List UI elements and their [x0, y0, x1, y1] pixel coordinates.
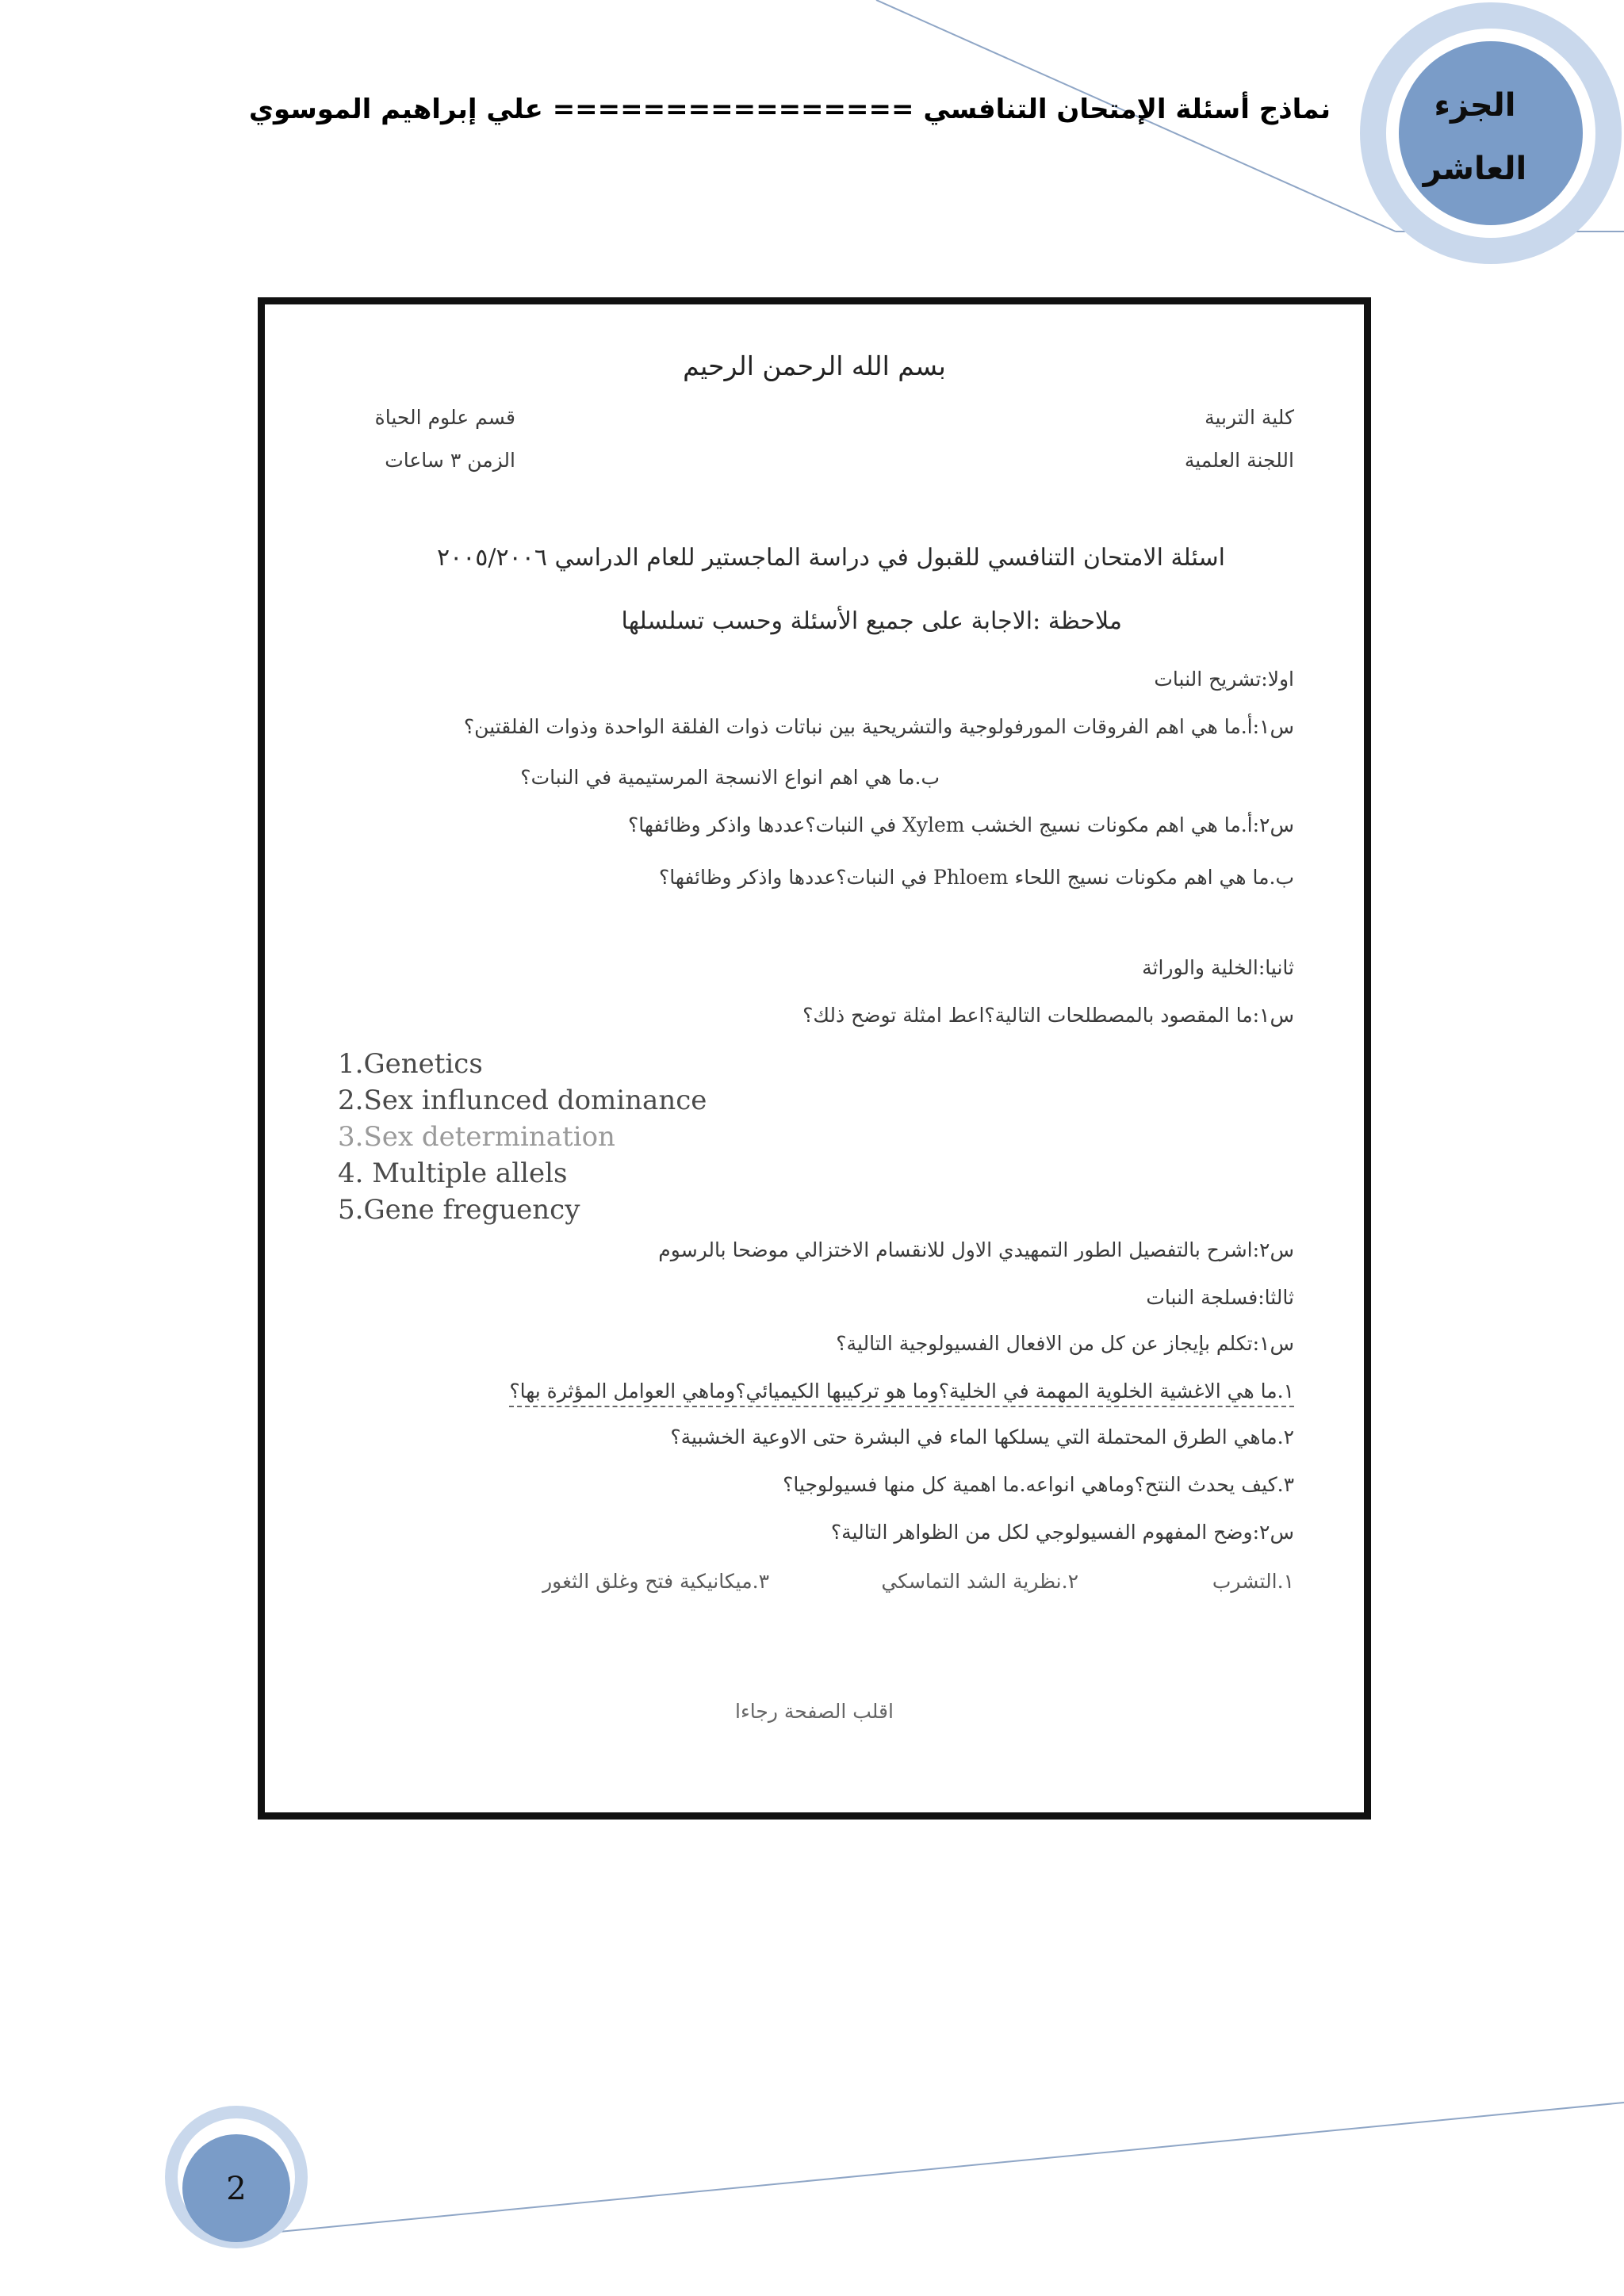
physiology-item: ٢.ماهي الطرق المحتملة التي يسلكها الماء في البشرة حتى الاوعية الخشبية؟ — [670, 1425, 1294, 1448]
scanned-exam-sheet — [258, 297, 1371, 1820]
header-title: نماذج أسئلة الإمتحان التنافسي ================ علي إبراهيم الموسوي — [248, 94, 1331, 125]
committee-name: اللجنة العلمية — [1184, 449, 1294, 472]
question-2b: ب.ما هي اهم مكونات نسيج اللحاء Phloem في النبات؟عددها واذكر وظائفها؟ — [658, 866, 1294, 889]
term-item: 1.Genetics — [338, 1048, 483, 1080]
question-1b: ب.ما هي اهم انواع الانسجة المرستيمية في النبات؟ — [520, 766, 940, 789]
phenomenon-item: ١.التشرب — [1212, 1570, 1294, 1593]
exam-duration: الزمن ٣ ساعات — [385, 449, 515, 472]
term-item: 3.Sex determination — [338, 1121, 615, 1153]
section-cell-genetics: ثانيا:الخلية والوراثة — [1142, 956, 1294, 979]
exam-note: ملاحظة :الاجابة على جميع الأسئلة وحسب تسلسلها — [621, 607, 1122, 635]
question-2a: س٢:أ.ما هي اهم مكونات نسيج الخشب Xylem في النبات؟عددها واذكر وظائفها؟ — [628, 813, 1294, 836]
department-name: قسم علوم الحياة — [374, 406, 515, 429]
term-item: 2.Sex influnced dominance — [338, 1085, 707, 1116]
term-item: 4. Multiple allels — [338, 1158, 568, 1189]
page-number: 2 — [226, 2171, 247, 2207]
exam-title: اسئلة الامتحان التنافسي للقبول في دراسة الماجستير للعام الدراسي ٢٠٠٥/٢٠٠٦ — [436, 544, 1225, 572]
question-terms: س١:ما المقصود بالمصطلحات التالية؟اعط امثلة توضح ذلك؟ — [802, 1004, 1294, 1027]
college-name: كلية التربية — [1205, 406, 1294, 429]
badge-part-label: الجزء — [1434, 87, 1516, 124]
turn-page-note: اقلب الصفحة رجاءا — [735, 1700, 894, 1723]
phenomenon-item: ٢.نظرية الشد التماسكي — [881, 1570, 1078, 1593]
question-physiology-2: س٢:وضح المفهوم الفسيولوجي لكل من الظواهر التالية؟ — [830, 1521, 1294, 1544]
question-physiology-1: س١:تكلم بإيجاز عن كل من الافعال الفسيولوجية التالية؟ — [836, 1332, 1294, 1355]
basmala: بسم الله الرحمن الرحيم — [683, 350, 946, 381]
term-item: 5.Gene freguency — [338, 1194, 580, 1226]
question-1a: س١:أ.ما هي اهم الفروقات المورفولوجية والتشريحية بين نباتات ذوات الفلقة الواحدة وذوات الفلقتين؟ — [463, 715, 1294, 738]
badge-circle — [1360, 2, 1622, 264]
question-meiosis: س٢:اشرح بالتفصيل الطور التمهيدي الاول للانقسام الاختزالي موضحا بالرسوم — [658, 1238, 1294, 1261]
section-plant-physiology: ثالثا:فسلجة النبات — [1146, 1286, 1294, 1309]
physiology-item: ٣.كيف يحدث النتح؟وماهي انواعه.ما اهمية كل منها فسيولوجيا؟ — [783, 1473, 1294, 1496]
phenomenon-item: ٣.ميكانيكية فتح وغلق الثغور — [542, 1570, 769, 1593]
badge-part-number: العاشر — [1423, 151, 1527, 187]
section-plant-anatomy: اولا:تشريح النبات — [1154, 668, 1294, 691]
physiology-item: ١.ما هي الاغشية الخلوية المهمة في الخلية؟وما هو تركيبها الكيميائي؟وماهي العوامل المؤثرة بها؟ — [509, 1380, 1294, 1407]
